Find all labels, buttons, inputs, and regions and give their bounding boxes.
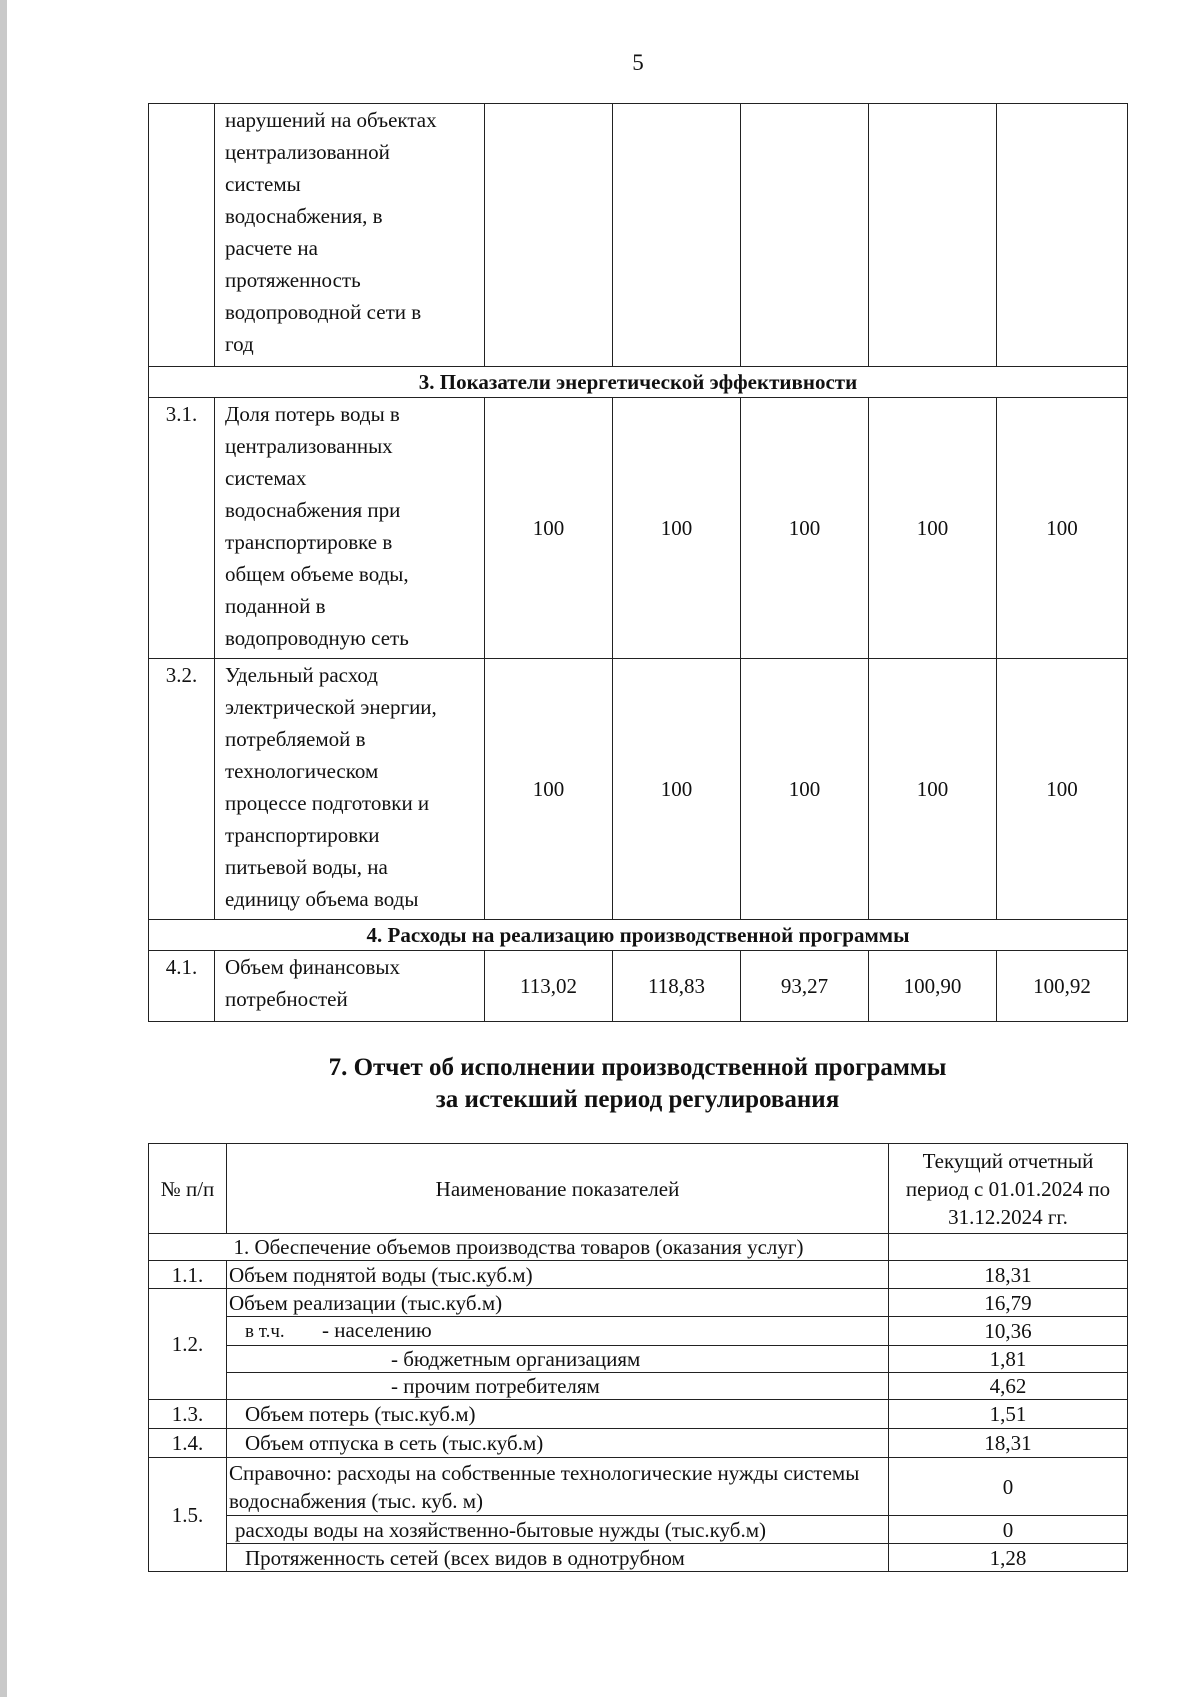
header-period-line: период с 01.01.2024 по [905,1176,1111,1201]
value-cell: 0 [889,1516,1128,1544]
value-cell: 100 [741,398,869,659]
indicator-name: Объем реализации (тыс.куб.м) [227,1289,889,1317]
indicator-subname: - населению [322,1318,432,1342]
section-4-heading: 4. Расходы на реализацию производственной программы [149,920,1128,951]
indicator-name: Объем отпуска в сеть (тыс.куб.м) [227,1429,889,1458]
name-line: системах [225,466,307,490]
value-cell: 100 [613,398,741,659]
row-number: 3.1. [149,398,215,659]
name-line: потребностей [225,987,348,1011]
page-number: 5 [632,50,644,75]
value-cell [997,104,1128,367]
row-number: 1.1. [149,1261,227,1289]
value-cell: 4,62 [889,1373,1128,1400]
value-cell: 100 [997,398,1128,659]
prefix-label: в т.ч. [245,1321,285,1342]
value-cell: 100,92 [997,951,1128,1022]
value-cell: 118,83 [613,951,741,1022]
table-row [149,951,1128,1022]
indicator-name: расходы воды на хозяйственно-бытовые нужды (тыс.куб.м) [227,1516,889,1544]
row-number: 1.5. [149,1458,227,1572]
row-number: 3.2. [149,659,215,920]
indicators-table [148,103,1128,1022]
name-line: общем объеме воды, [225,562,409,586]
name-line: расчете на [225,236,318,260]
table-row [149,398,1128,659]
header-period-line: Текущий отчетный [922,1148,1094,1173]
table-row [149,1429,1128,1458]
group-row [149,1234,1128,1261]
section-7-title-line: за истекший период регулирования [435,1086,840,1113]
value-cell: 1,28 [889,1544,1128,1572]
name-line: единицу объема воды [225,887,419,911]
row-number: 1.3. [149,1400,227,1429]
value-cell [485,104,613,367]
report-table [148,1143,1128,1572]
header-period [889,1144,1128,1234]
value-cell: 16,79 [889,1289,1128,1317]
row-number [149,104,215,367]
indicator-name [215,951,485,1022]
section-3-heading: 3. Показатели энергетической эффективности [149,367,1128,398]
header-row [149,1144,1128,1234]
name-line: протяженность [225,268,361,292]
table-row [149,1289,1128,1317]
row-number: 1.4. [149,1429,227,1458]
indicator-name: - прочим потребителям [227,1373,889,1400]
value-cell: 100 [613,659,741,920]
header-number: № п/п [149,1144,227,1234]
section-7-title-line: 7. Отчет об исполнении производственной программы [328,1054,947,1081]
section-row [149,367,1128,398]
value-cell: 100 [485,398,613,659]
name-line: водопроводной сети в [225,300,422,324]
indicator-name: - бюджетным организациям [227,1346,889,1373]
value-cell: 100,90 [869,951,997,1022]
name-line: транспортировке в [225,530,393,554]
section-7-title [148,1052,1127,1116]
header-period-line: 31.12.2024 гг. [948,1204,1068,1229]
table-row [149,1261,1128,1289]
name-line: водоснабжения при [225,498,401,522]
indicator-name [227,1317,889,1346]
header-name: Наименование показателей [227,1144,889,1234]
value-cell: 100 [485,659,613,920]
value-cell: 100 [869,398,997,659]
name-line: электрической энергии, [225,695,437,719]
name-line: Удельный расход [225,663,378,687]
name-line: водопроводную сеть [225,626,409,650]
value-cell: 93,27 [741,951,869,1022]
row-number: 4.1. [149,951,215,1022]
value-cell: 100 [741,659,869,920]
name-line: централизованных [225,434,393,458]
table-row [149,659,1128,920]
table-row [149,104,1128,367]
indicator-name [215,104,485,367]
name-line: Доля потерь воды в [225,402,400,426]
value-cell: 18,31 [889,1429,1128,1458]
value-cell [889,1234,1128,1261]
value-cell: 113,02 [485,951,613,1022]
name-line: год [225,332,254,356]
value-cell: 100 [997,659,1128,920]
table-row [149,1373,1128,1400]
indicator-name: Объем потерь (тыс.куб.м) [227,1400,889,1429]
name-line: потребляемой в [225,727,366,751]
table-row [149,1346,1128,1373]
value-cell [869,104,997,367]
group-1-heading: 1. Обеспечение объемов производства товаров (оказания услуг) [149,1234,889,1261]
value-cell: 0 [889,1458,1128,1516]
value-cell: 10,36 [889,1317,1128,1346]
name-line: поданной в [225,594,326,618]
name-line: процессе подготовки и [225,791,430,815]
indicator-name [215,659,485,920]
value-cell: 1,51 [889,1400,1128,1429]
name-line: технологическом [225,759,379,783]
table-row [149,1458,1128,1516]
name-line: Объем финансовых [225,955,401,979]
name-line: нарушений на объектах [225,108,437,132]
table-row [149,1400,1128,1429]
value-cell: 18,31 [889,1261,1128,1289]
scan-edge [0,0,7,1697]
indicator-name: Справочно: расходы на собственные технологические нужды системы водоснабжения (тыс. куб. м) [227,1458,889,1516]
table-row [149,1317,1128,1346]
name-line: системы [225,172,301,196]
name-line: централизованной [225,140,390,164]
indicator-name: Объем поднятой воды (тыс.куб.м) [227,1261,889,1289]
name-line: питьевой воды, на [225,855,388,879]
table-row [149,1544,1128,1572]
name-line: транспортировки [225,823,380,847]
row-number: 1.2. [149,1289,227,1400]
indicator-name [215,398,485,659]
value-cell [741,104,869,367]
section-row [149,920,1128,951]
name-line: водоснабжения, в [225,204,383,228]
table-row [149,1516,1128,1544]
value-cell: 100 [869,659,997,920]
indicator-name: Протяженность сетей (всех видов в однотрубном [227,1544,889,1572]
value-cell [613,104,741,367]
value-cell: 1,81 [889,1346,1128,1373]
